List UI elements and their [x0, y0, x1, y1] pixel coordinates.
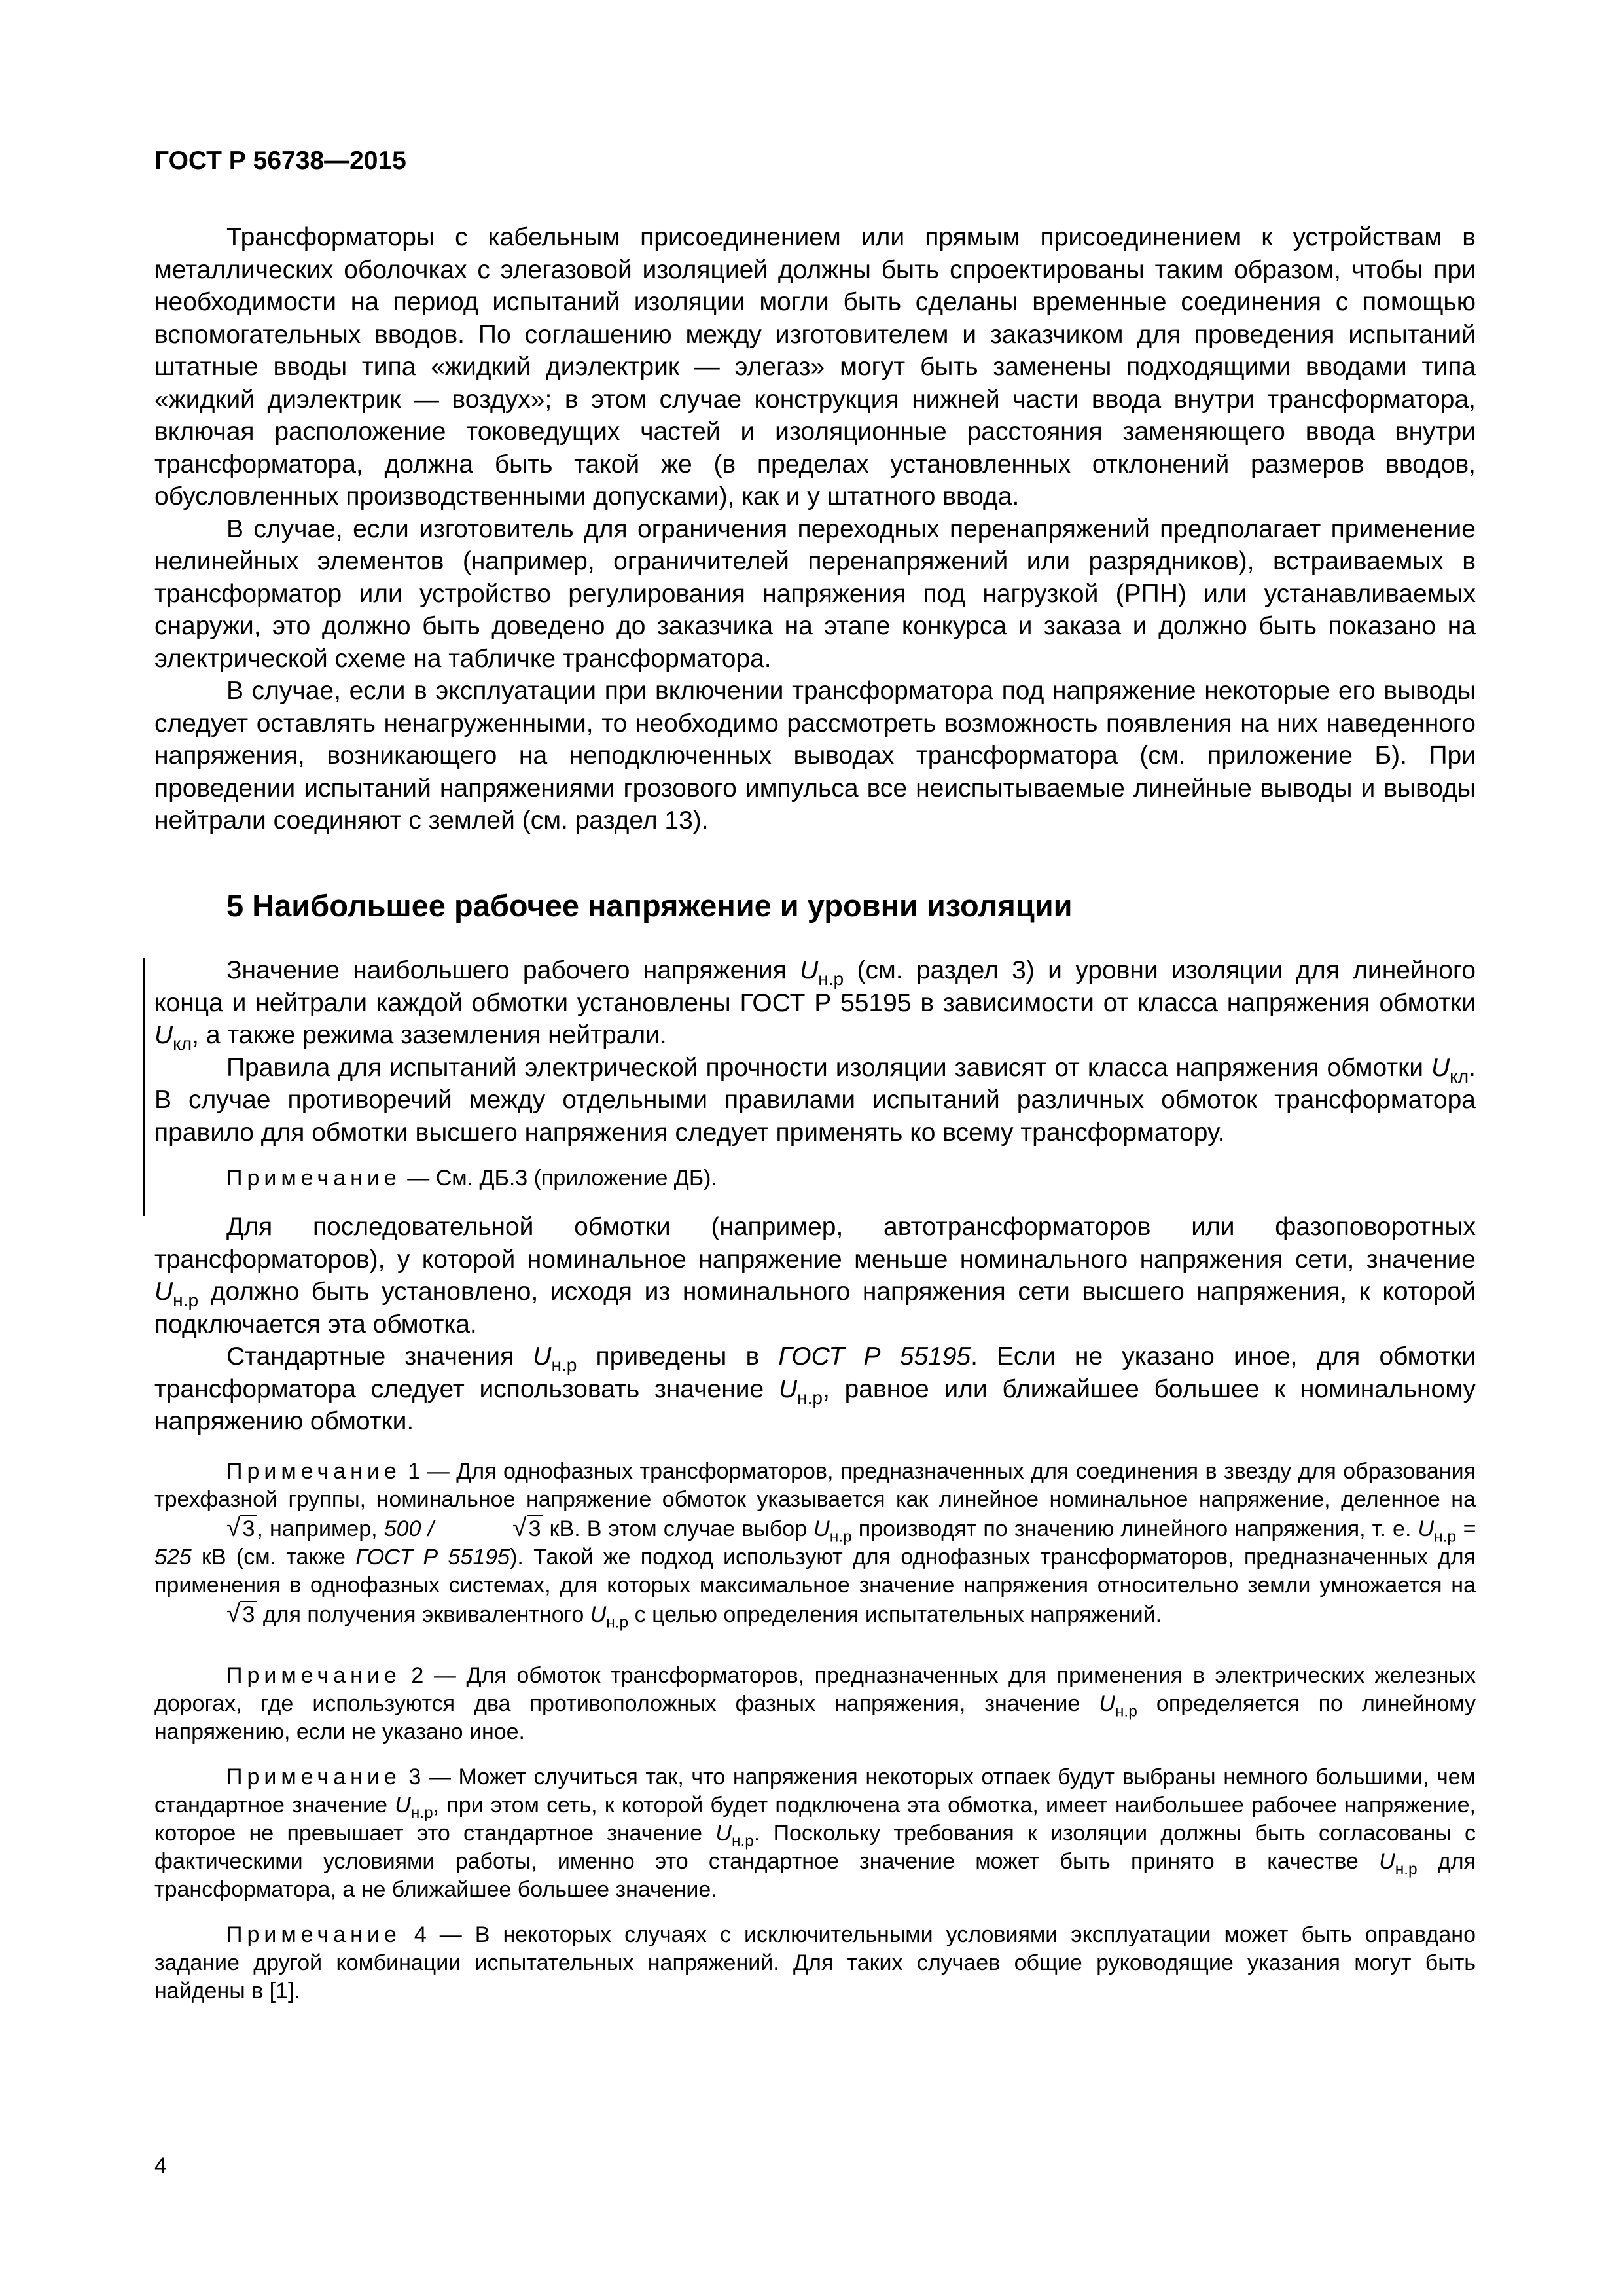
intro-text — [154, 221, 1476, 837]
note: Примечание 2 — Для обмоток трансформаторов, предназначенных для применения в электрических железных дорогах, где используются два противоположных фазных напряжения, значение $U_{н.р}$ определяется по линейному напряжению, если не указано иное. — [154, 1662, 1476, 1744]
paragraph: Значение наибольшего рабочего напряжения $U_{н.р}$ (см. раздел 3) и уровни изоляции для линейного конца и нейтрали каждой обмотки установлены ГОСТ Р 55195 в зависимости от класса напряжения обмотки $U_{кл}$, а также режима заземления нейтрали. — [154, 956, 1476, 1054]
sqrt-symbol: √3 — [154, 1514, 257, 1543]
paragraph: Трансформаторы с кабельным присоединением или прямым присоединением к устройствам в металлических оболочках с элегазовой изоляцией должны быть спроектированы таким образом, чтобы при необходимости на период испытаний изоляции могли быть сделаны временные соединения с помощью вспомогательных вводов. По соглашению между изготовителем и заказчиком для проведения испытаний штатные вводы типа «жидкий диэлектрик — элегаз» могут быть заменены подходящими вводами типа «жидкий диэлектрик — воздух»; в этом случае конструкция нижней части ввода внутри трансформатора, включая расположение токоведущих частей и изоляционные расстояния заменяющего ввода внутри трансформатора, должна быть такой же (в пределах установленных отклонений размеров вводов, обусловленных производственными допусками), как и у штатного ввода. — [154, 223, 1476, 511]
page-number: 4 — [154, 2153, 167, 2178]
document-code: ГОСТ Р 56738—2015 — [154, 147, 406, 175]
sqrt-symbol: √3 — [154, 1600, 257, 1629]
section-heading: 5 Наибольшее рабочее напряжение и уровни изоляции — [226, 888, 1073, 923]
note: Примечание 3 — Может случиться так, что напряжения некоторых отпаек будут выбраны немного большими, чем стандартное значение $U_{н.р}$, при этом сеть, к которой будет подключена эта обмотка, имеет наибольшее рабочее напряжение, которое не превышает это стандартное значение $U_{н.р}$. Поскольку требования к изоляции должны быть согласованы с фактическими условиями работы, именно это стандартное значение может быть принято в качестве $U_{н.р}$ для трансформатора, а не ближайшее большее значение. — [154, 1764, 1476, 1902]
note: Примечание 1 — Для однофазных трансформаторов, предназначенных для соединения в звезду для образования трехфазной группы, номинальное напряжение обмоток указывается как линейное номинальное напряжение, деленное на √3, например, 500 / √3 кВ. В этом случае выбор $U_{н.р}$ производят по значению линейного напряжения, т. е. $U_{н.р} = 525$ кВ (см. также ГОСТ Р 55195). Такой же подход используют для однофазных трансформаторов, предназначенных для применения в однофазных системах, для которых максимальное значение напряжения относительно земли умножается на √3 для получения эквивалентного $U_{н.р}$ с целью определения испытательных напряжений. — [154, 1458, 1476, 1632]
note: Примечание — См. ДБ.3 (приложение ДБ). — [226, 1166, 717, 1191]
paragraph: В случае, если в эксплуатации при включении трансформатора под напряжение некоторые его выводы следует оставлять ненагруженными, то необходимо рассмотреть возможность появления на них наведенного напряжения, возникающего на неподключенных выводах трансформатора (см. приложение Б). При проведении испытаний напряжениями грозового импульса все неиспытываемые линейные выводы и выводы нейтрали соединяют с землей (см. раздел 13). — [154, 677, 1476, 834]
paragraph: Для последовательной обмотки (например, автотрансформаторов или фазоповоротных трансформаторов), у которой номинальное напряжение меньше номинального напряжения сети, значение $U_{н.р}$ должно быть установлено, исходя из номинального напряжения сети высшего напряжения, к которой подключается эта обмотка. — [154, 1213, 1476, 1338]
paragraph: В случае, если изготовитель для ограничения переходных перенапряжений предполагает применение нелинейных элементов (например, ограничителей перенапряжений или разрядников), встраиваемых в трансформатор или устройство регулирования напряжения под нагрузкой (РПН) или устанавливаемых снаружи, это должно быть доведено до заказчика на этапе конкурса и заказа и должно быть показано на электрической схеме на табличке трансформатора. — [154, 514, 1476, 673]
sqrt-symbol: √3 — [440, 1514, 543, 1543]
note: Примечание 4 — В некоторых случаях с исключительными условиями эксплуатации может быть оправдано задание другой комбинации испытательных напряжений. Для таких случаев общие руководящие указания могут быть найдены в [1]. — [154, 1922, 1476, 2003]
change-bar — [143, 958, 145, 1216]
paragraph: Правила для испытаний электрической прочности изоляции зависят от класса напряжения обмотки $U_{кл}$. В случае противоречий между отдельными правилами испытаний различных обмоток трансформатора правило для обмотки высшего напряжения следует применять ко всему трансформатору. — [154, 1053, 1476, 1147]
paragraph: Стандартные значения $U_{н.р}$ приведены в ГОСТ Р 55195. Если не указано иное, для обмотки трансформатора следует использовать значение $U_{н.р}$, равное или ближайшее большее к номинальному напряжению обмотки. — [154, 1342, 1476, 1435]
section-5-text — [154, 954, 1476, 2005]
